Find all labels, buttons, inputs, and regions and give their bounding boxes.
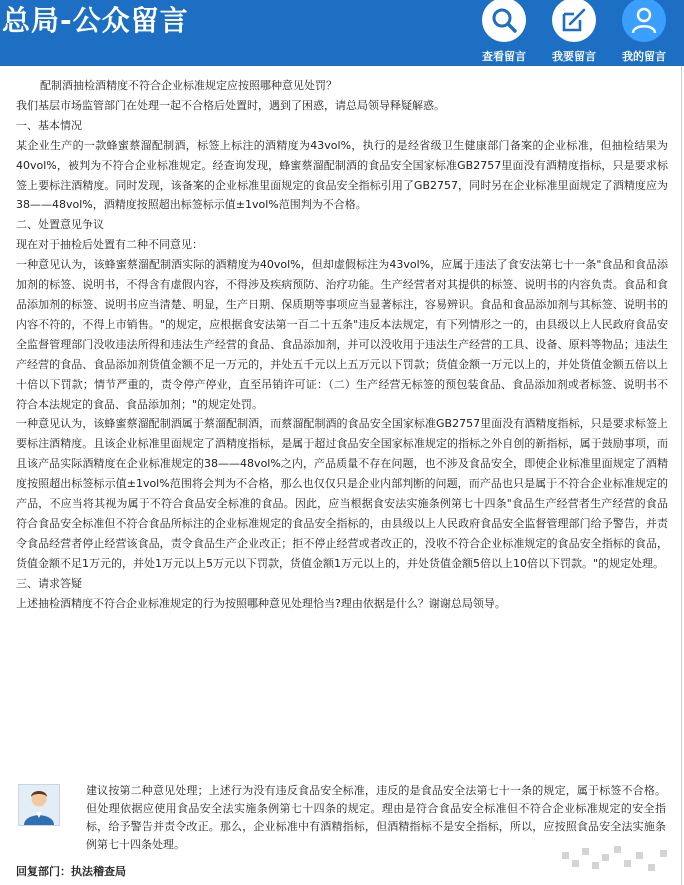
user-icon — [622, 0, 666, 42]
write-message-label: 我要留言 — [552, 50, 596, 63]
view-messages-label: 查看留言 — [482, 50, 526, 63]
reply-department: 回复部门：执法稽查局 — [16, 865, 126, 878]
section-heading: 二、处置意见争议 — [16, 218, 104, 232]
write-message-button[interactable] — [544, 0, 604, 66]
edit-icon — [552, 0, 596, 42]
paragraph: 我们基层市场监管部门在处理一起不合格后处置时，遇到了困惑，请总局领导释疑解惑。 — [16, 98, 445, 112]
my-messages-label: 我的留言 — [622, 50, 666, 63]
header-bar — [0, 0, 684, 66]
site-title: 总局-公众留言 — [2, 4, 189, 37]
search-icon — [482, 0, 526, 42]
message-body — [16, 76, 668, 613]
official-avatar — [18, 784, 60, 826]
section-heading: 三、请求答疑 — [16, 576, 82, 590]
view-messages-button[interactable] — [474, 0, 534, 66]
watermark — [562, 844, 672, 876]
paragraph: 一种意见认为，该蜂蜜蔡溜配制酒属于蔡溜配制酒，而蔡溜配制酒的食品安全国家标准GB2757里面没有酒精度指标，只是要求标签上要标注酒精度。且该企业标准里面规定了酒精度指标，是属于超过食品安全国家标准规定的指标之外自创的新指标，属于鼓励事项，而且该产品实际酒精度在企业标准规定的38——48vol%之内，产品质量不存在问题，也不涉及食品安全，即使企业标准里面规定了酒精度按照超出标签标示值±1vol%范围将会判为不合格，那么也仅仅只是企业内部判断的问题，而产品也只是属于不符合企业标准规定的产品，不应当将其视为属于不符合食品安全标准的食品。因此，应当根据食安法实施条例第七十四条"食品生产经营者生产经营的食品符合食品安全标准但不符合食品所标注的企业标准规定的食品安全指标的，由县级以上人民政府食品安全监督管理部门给予警告，并责令食品经营者停止经营该食品，责令食品生产企业改正；拒不停止经营或者改正的，没收不符合企业标准规定的食品安全指标的食品，货值金额不足1万元的，并处1万元以上5万元以下罚款，货值金额1万元以上的，并处货值金额5倍以上10倍以下罚款。"的规定处理。 — [16, 417, 668, 570]
my-messages-button[interactable] — [614, 0, 674, 66]
section-heading: 一、基本情况 — [16, 118, 82, 132]
reply-text: 建议按第二种意见处理；上述行为没有违反食品安全标准，违反的是食品安全法第七十一条的规定，属于标签不合格。但处理依据应使用食品安全法实施条例第七十四条的规定。理由是符合食品安全标准但不符合企业标准规定的安全指标，给予警告并责令改正。那么，企业标准中有酒精指标，但酒精指标不是安全指标，所以，应按照食品安全法实施条例第七十四条处理。 — [86, 784, 666, 851]
message-title: 配制酒抽检酒精度不符合企业标准规定应按照哪种意见处罚？ — [40, 79, 337, 92]
paragraph: 一种意见认为，该蜂蜜蔡溜配制酒实际的酒精度为40vol%，但却虚假标注为43vol%，应属于违法了食安法第七十一条"食品和食品添加剂的标签、说明书，不得含有虚假内容，不得涉及疾病预防、治疗功能。生产经营者对其提供的标签、说明书的内容负责。食品和食品添加剂的标签、说明书应当清楚、明显，生产日期、保质期等事项应当显著标注，容易辨识。食品和食品添加剂与其标签、说明书的内容不符的，不得上市销售。"的规定，应根据食安法第一百二十五条"违反本法规定，有下列情形之一的，由县级以上人民政府食品安全监督管理部门没收违法所得和违法生产经营的食品、食品添加剂，并可以没收用于违法生产经营的工具、设备、原料等物品；违法生产经营的食品、食品添加剂货值金额不足一万元的，并处五千元以上五万元以下罚款；货值金额一万元以上的，并处货值金额五倍以上十倍以下罚款；情节严重的，责令停产停业，直至吊销许可证：（二）生产经营无标签的预包装食品、食品添加剂或者标签、说明书不符合本法规定的食品、食品添加剂；"的规定处罚。 — [16, 258, 668, 411]
paragraph: 某企业生产的一款蜂蜜蔡溜配制酒，标签上标注的酒精度为43vol%，执行的是经省级卫生健康部门备案的企业标准，但抽检结果为40vol%，被判为不符合企业标准规定。经查询发现，蜂蜜蔡溜配制酒的食品安全国家标准GB2757里面没有酒精度指标，只是要求标签上要标注酒精度。同时发现，该备案的企业标准里面规定的食品安全指标引用了GB2757，同时另在企业标准里面规定了酒精度应为38——48vol%，酒精度按照超出标签标示值±1vol%范围判为不合格。 — [16, 138, 668, 212]
divider — [681, 66, 682, 885]
paragraph: 现在对于抽检后处置有二种不同意见： — [16, 238, 203, 252]
paragraph: 上述抽检酒精度不符合企业标准规定的行为按照哪种意见处理恰当?理由依据是什么？谢谢总局领导。 — [16, 596, 506, 610]
